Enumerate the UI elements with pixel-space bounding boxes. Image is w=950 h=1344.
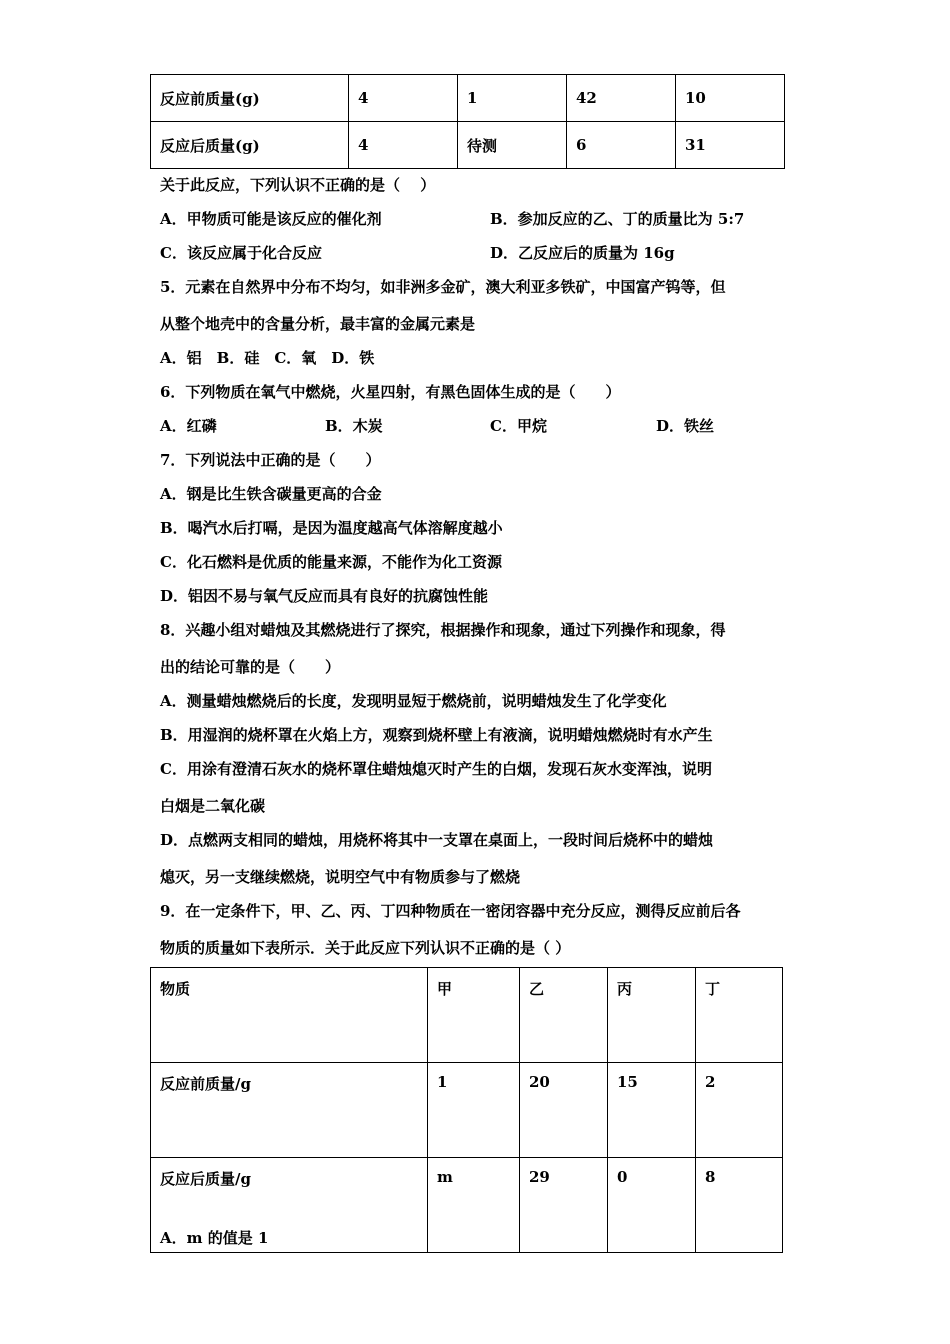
table-cell: 2 — [696, 1063, 783, 1158]
q4-option-b: B．参加反应的乙、丁的质量比为 5:7 — [490, 210, 745, 228]
q8-option-b: B．用湿润的烧杯罩在火焰上方，观察到烧杯壁上有液滴，说明蜡烛燃烧时有水产生 — [160, 726, 713, 744]
mass-table-2 — [150, 967, 783, 1253]
q4-option-a: A．甲物质可能是该反应的催化剂 — [160, 210, 382, 228]
table-row — [151, 968, 783, 1063]
table-cell: 反应前质量(g) — [151, 75, 349, 122]
table-header-cell: 甲 — [428, 968, 520, 1063]
table-cell: 10 — [676, 75, 785, 122]
table-cell: 29 — [520, 1158, 608, 1253]
table-cell: 15 — [608, 1063, 696, 1158]
table-cell: m — [428, 1158, 520, 1253]
q7-option-a: A．钢是比生铁含碳量更高的合金 — [160, 485, 382, 503]
q6-option-a: A．红磷 — [160, 417, 217, 435]
q8-option-d-line2: 熄灭，另一支继续燃烧，说明空气中有物质参与了燃烧 — [160, 868, 521, 886]
q8-option-c-line2: 白烟是二氧化碳 — [160, 797, 266, 815]
table-cell: 42 — [567, 75, 676, 122]
q6-option-b: B．木炭 — [325, 417, 383, 435]
table-cell: 8 — [696, 1158, 783, 1253]
table-header-cell: 丁 — [696, 968, 783, 1063]
table-cell: 1 — [458, 75, 567, 122]
table-header-cell: 乙 — [520, 968, 608, 1063]
table-cell: 4 — [349, 122, 458, 169]
table-cell: 反应后质量/g — [151, 1158, 428, 1253]
mass-table-1 — [150, 74, 785, 169]
q7-option-c: C．化石燃料是优质的能量来源，不能作为化工资源 — [160, 553, 502, 571]
q7-stem: 7．下列说法中正确的是（ ） — [160, 451, 381, 469]
table-cell: 反应后质量(g) — [151, 122, 349, 169]
q6-option-c: C．甲烷 — [490, 417, 547, 435]
table-cell: 反应前质量/g — [151, 1063, 428, 1158]
q4-option-c: C．该反应属于化合反应 — [160, 244, 322, 262]
table-cell: 31 — [676, 122, 785, 169]
q6-stem: 6．下列物质在氧气中燃烧，火星四射，有黑色固体生成的是（ ） — [160, 383, 621, 401]
table-cell: 1 — [428, 1063, 520, 1158]
table-header-cell: 物质 — [151, 968, 428, 1063]
q6-option-d: D．铁丝 — [656, 417, 715, 435]
q7-option-d: D．铝因不易与氧气反应而具有良好的抗腐蚀性能 — [160, 587, 489, 605]
table-header-cell: 丙 — [608, 968, 696, 1063]
q4-option-d: D．乙反应后的质量为 16g — [490, 244, 675, 262]
q5-options: A．铝 B．硅 C．氧 D．铁 — [160, 349, 375, 367]
q9-stem-line2: 物质的质量如下表所示．关于此反应下列认识不正确的是（ ） — [160, 939, 571, 957]
table-row — [151, 75, 785, 122]
q8-option-c-line1: C．用涂有澄清石灰水的烧杯罩住蜡烛熄灭时产生的白烟，发现石灰水变浑浊，说明 — [160, 760, 712, 778]
q8-option-d-line1: D．点燃两支相同的蜡烛，用烧杯将其中一支罩在桌面上，一段时间后烧杯中的蜡烛 — [160, 831, 714, 849]
q7-option-b: B．喝汽水后打嗝，是因为温度越高气体溶解度越小 — [160, 519, 503, 537]
table-cell: 4 — [349, 75, 458, 122]
q8-stem-line1: 8．兴趣小组对蜡烛及其燃烧进行了探究，根据操作和现象，通过下列操作和现象，得 — [160, 621, 726, 639]
q8-option-a: A．测量蜡烛燃烧后的长度，发现明显短于燃烧前，说明蜡烛发生了化学变化 — [160, 692, 667, 710]
q9-option-a: A．m 的值是 1 — [160, 1229, 269, 1247]
table-cell: 6 — [567, 122, 676, 169]
q5-stem-line2: 从整个地壳中的含量分析，最丰富的金属元素是 — [160, 315, 476, 333]
q8-stem-line2: 出的结论可靠的是（ ） — [160, 658, 341, 676]
q9-stem-line1: 9．在一定条件下，甲、乙、丙、丁四种物质在一密闭容器中充分反应，测得反应前后各 — [160, 902, 741, 920]
table-cell: 20 — [520, 1063, 608, 1158]
q5-stem-line1: 5．元素在自然界中分布不均匀，如非洲多金矿，澳大利亚多铁矿，中国富产钨等，但 — [160, 278, 726, 296]
q4-stem: 关于此反应，下列认识不正确的是（ ） — [160, 176, 436, 194]
table-row — [151, 122, 785, 169]
table-cell: 待测 — [458, 122, 567, 169]
table-cell: 0 — [608, 1158, 696, 1253]
table-row — [151, 1063, 783, 1158]
